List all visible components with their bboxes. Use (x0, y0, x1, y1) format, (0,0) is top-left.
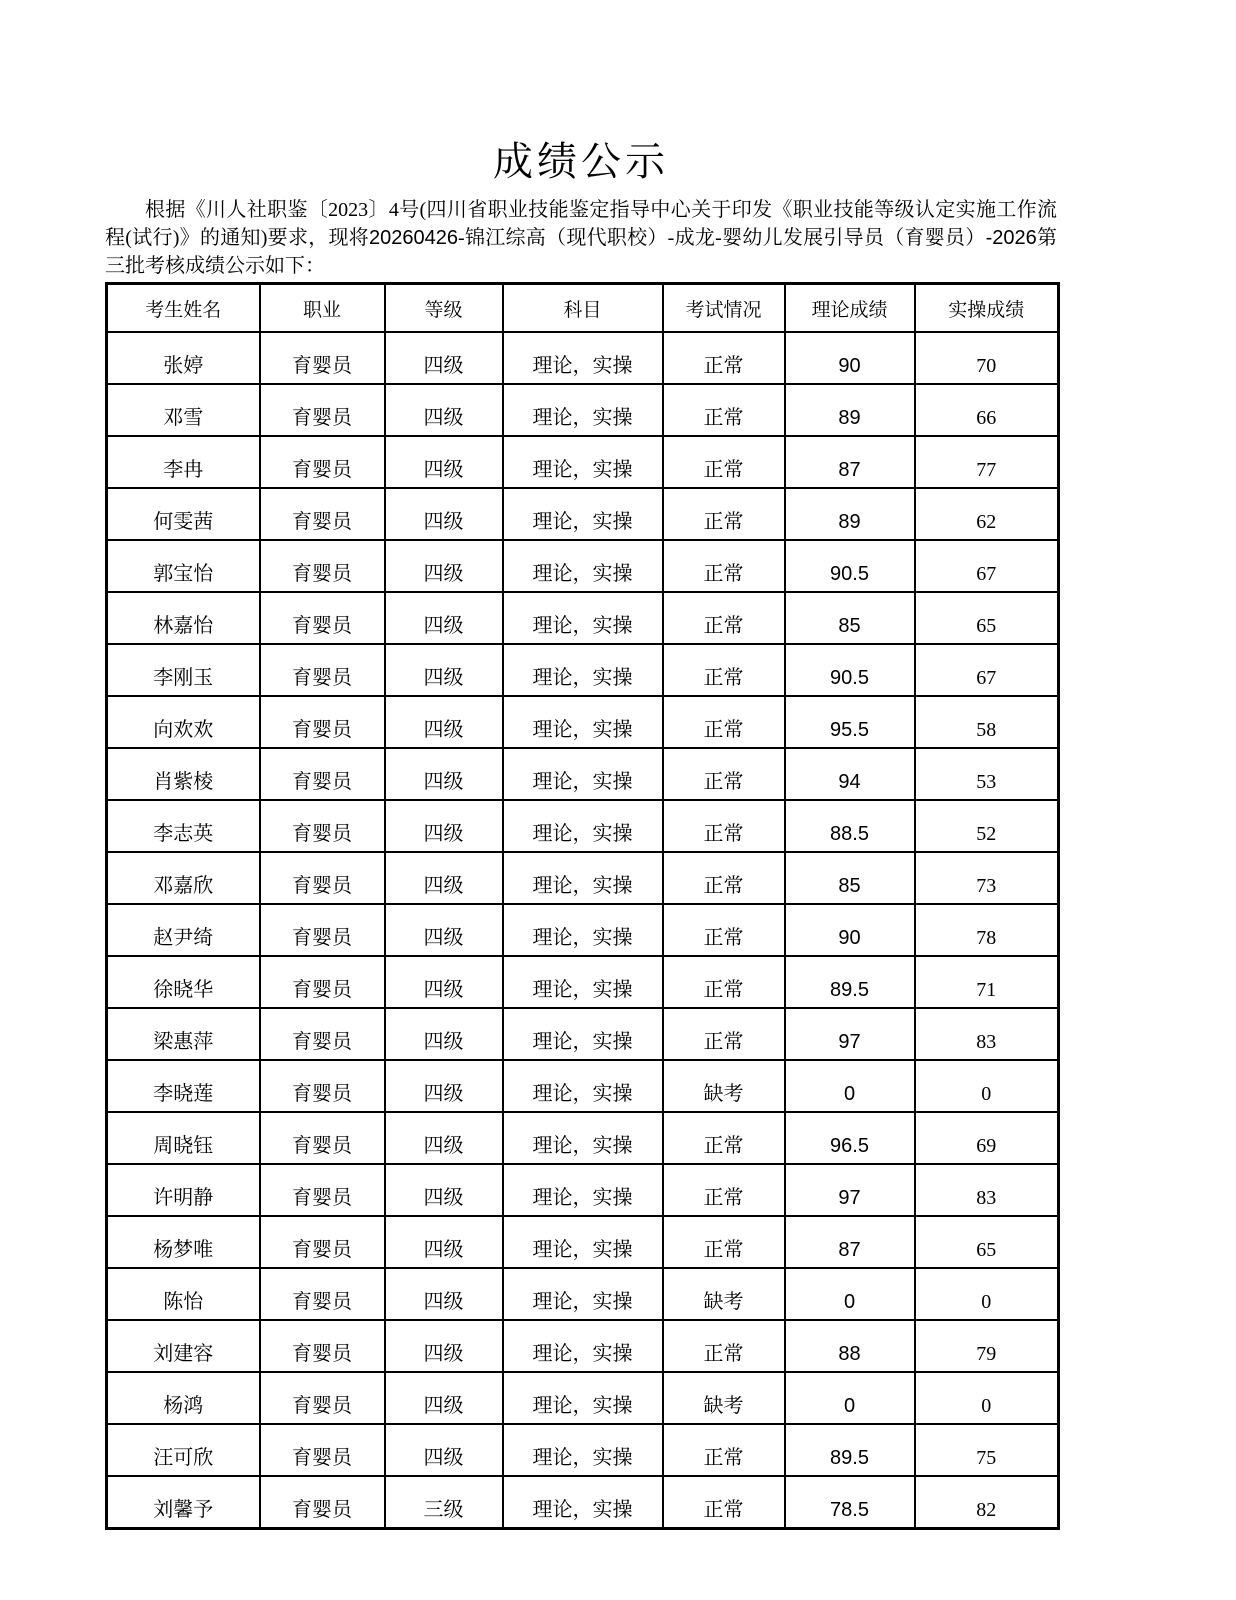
cell-status: 正常 (663, 1008, 785, 1060)
table-row (107, 1164, 1059, 1216)
cell-occupation: 育婴员 (260, 1008, 385, 1060)
cell-practical: 67 (915, 540, 1059, 592)
cell-subjects: 理论，实操 (503, 852, 663, 904)
cell-name: 梁惠萍 (107, 1008, 260, 1060)
cell-subjects: 理论，实操 (503, 1216, 663, 1268)
cell-level: 四级 (385, 748, 503, 800)
cell-name: 刘馨予 (107, 1476, 260, 1529)
cell-name: 李刚玉 (107, 644, 260, 696)
cell-occupation: 育婴员 (260, 1060, 385, 1112)
cell-theory: 0 (785, 1372, 915, 1424)
cell-theory: 89.5 (785, 956, 915, 1008)
column-header-name: 考生姓名 (107, 284, 260, 333)
cell-level: 四级 (385, 488, 503, 540)
cell-level: 四级 (385, 904, 503, 956)
table-row (107, 1060, 1059, 1112)
cell-level: 四级 (385, 1060, 503, 1112)
document-content (105, 0, 1057, 1530)
cell-practical: 78 (915, 904, 1059, 956)
cell-level: 四级 (385, 332, 503, 384)
cell-name: 李晓莲 (107, 1060, 260, 1112)
cell-occupation: 育婴员 (260, 1372, 385, 1424)
cell-level: 四级 (385, 1112, 503, 1164)
column-header-status: 考试情况 (663, 284, 785, 333)
cell-occupation: 育婴员 (260, 1268, 385, 1320)
cell-occupation: 育婴员 (260, 488, 385, 540)
cell-name: 杨梦唯 (107, 1216, 260, 1268)
cell-subjects: 理论，实操 (503, 644, 663, 696)
column-header-theory: 理论成绩 (785, 284, 915, 333)
cell-theory: 90.5 (785, 644, 915, 696)
table-row (107, 384, 1059, 436)
cell-subjects: 理论，实操 (503, 800, 663, 852)
cell-status: 正常 (663, 1424, 785, 1476)
cell-theory: 95.5 (785, 696, 915, 748)
table-row (107, 436, 1059, 488)
cell-practical: 65 (915, 1216, 1059, 1268)
intro-segment: 第三批考核成绩公示如下： (105, 227, 1058, 277)
cell-level: 四级 (385, 800, 503, 852)
cell-practical: 65 (915, 592, 1059, 644)
cell-status: 正常 (663, 852, 785, 904)
cell-name: 邓嘉欣 (107, 852, 260, 904)
cell-name: 许明静 (107, 1164, 260, 1216)
cell-level: 四级 (385, 1268, 503, 1320)
cell-subjects: 理论，实操 (503, 1424, 663, 1476)
cell-subjects: 理论，实操 (503, 1372, 663, 1424)
cell-status: 正常 (663, 1320, 785, 1372)
cell-practical: 62 (915, 488, 1059, 540)
cell-level: 四级 (385, 1008, 503, 1060)
cell-level: 四级 (385, 592, 503, 644)
cell-theory: 90 (785, 904, 915, 956)
table-row (107, 1424, 1059, 1476)
cell-practical: 70 (915, 332, 1059, 384)
cell-practical: 77 (915, 436, 1059, 488)
cell-status: 正常 (663, 488, 785, 540)
table-row (107, 644, 1059, 696)
cell-name: 陈怡 (107, 1268, 260, 1320)
cell-practical: 79 (915, 1320, 1059, 1372)
cell-level: 三级 (385, 1476, 503, 1529)
table-row (107, 696, 1059, 748)
cell-occupation: 育婴员 (260, 540, 385, 592)
cell-status: 缺考 (663, 1060, 785, 1112)
cell-theory: 88 (785, 1320, 915, 1372)
cell-level: 四级 (385, 1216, 503, 1268)
cell-name: 刘建容 (107, 1320, 260, 1372)
cell-occupation: 育婴员 (260, 384, 385, 436)
cell-status: 正常 (663, 904, 785, 956)
cell-subjects: 理论，实操 (503, 384, 663, 436)
table-row (107, 748, 1059, 800)
cell-practical: 0 (915, 1060, 1059, 1112)
cell-level: 四级 (385, 1372, 503, 1424)
cell-name: 林嘉怡 (107, 592, 260, 644)
table-row (107, 956, 1059, 1008)
cell-occupation: 育婴员 (260, 592, 385, 644)
cell-status: 正常 (663, 748, 785, 800)
cell-practical: 82 (915, 1476, 1059, 1529)
intro-segment: -锦江综高（现代职校）-成龙-婴幼儿发展引导员（育婴员） (458, 227, 986, 249)
cell-name: 李志英 (107, 800, 260, 852)
cell-occupation: 育婴员 (260, 644, 385, 696)
cell-subjects: 理论，实操 (503, 1008, 663, 1060)
cell-theory: 78.5 (785, 1476, 915, 1529)
cell-level: 四级 (385, 384, 503, 436)
cell-occupation: 育婴员 (260, 748, 385, 800)
cell-status: 缺考 (663, 1372, 785, 1424)
cell-status: 正常 (663, 800, 785, 852)
cell-status: 正常 (663, 696, 785, 748)
cell-status: 正常 (663, 540, 785, 592)
page-title: 成绩公示 (493, 139, 669, 184)
cell-status: 正常 (663, 644, 785, 696)
cell-theory: 0 (785, 1060, 915, 1112)
cell-subjects: 理论，实操 (503, 1268, 663, 1320)
table-row (107, 1268, 1059, 1320)
cell-level: 四级 (385, 540, 503, 592)
table-row (107, 1476, 1059, 1529)
cell-status: 正常 (663, 1216, 785, 1268)
cell-occupation: 育婴员 (260, 1476, 385, 1529)
cell-subjects: 理论，实操 (503, 1112, 663, 1164)
cell-status: 正常 (663, 384, 785, 436)
table-row (107, 1112, 1059, 1164)
cell-status: 正常 (663, 332, 785, 384)
table-row (107, 592, 1059, 644)
cell-theory: 97 (785, 1008, 915, 1060)
cell-level: 四级 (385, 1424, 503, 1476)
cell-name: 肖紫棱 (107, 748, 260, 800)
intro-segment: 根据《川人社职鉴〔2023〕4号(四川省职业技能鉴定指导中心关于印发《职业技能等级认定实施工作流程(试行)》的通知)要求，现将 (105, 199, 1057, 249)
cell-practical: 83 (915, 1164, 1059, 1216)
cell-theory: 90 (785, 332, 915, 384)
cell-name: 赵尹绮 (107, 904, 260, 956)
table-row (107, 1008, 1059, 1060)
cell-theory: 0 (785, 1268, 915, 1320)
cell-theory: 85 (785, 852, 915, 904)
cell-practical: 53 (915, 748, 1059, 800)
cell-subjects: 理论，实操 (503, 1060, 663, 1112)
table-row (107, 1216, 1059, 1268)
cell-occupation: 育婴员 (260, 904, 385, 956)
table-row (107, 488, 1059, 540)
cell-name: 汪可欣 (107, 1424, 260, 1476)
cell-subjects: 理论，实操 (503, 436, 663, 488)
intro-segment: 20260426 (369, 227, 459, 249)
cell-name: 周晓钰 (107, 1112, 260, 1164)
cell-name: 张婷 (107, 332, 260, 384)
table-header-row (107, 284, 1059, 333)
cell-subjects: 理论，实操 (503, 1320, 663, 1372)
table-row (107, 332, 1059, 384)
cell-subjects: 理论，实操 (503, 1476, 663, 1529)
table-row (107, 540, 1059, 592)
cell-occupation: 育婴员 (260, 1112, 385, 1164)
table-row (107, 800, 1059, 852)
cell-theory: 90.5 (785, 540, 915, 592)
cell-status: 正常 (663, 1476, 785, 1529)
table-row (107, 1372, 1059, 1424)
cell-name: 杨鸿 (107, 1372, 260, 1424)
cell-level: 四级 (385, 956, 503, 1008)
cell-practical: 71 (915, 956, 1059, 1008)
cell-subjects: 理论，实操 (503, 956, 663, 1008)
column-header-occupation: 职业 (260, 284, 385, 333)
results-table (105, 282, 1060, 1530)
cell-theory: 89 (785, 384, 915, 436)
cell-subjects: 理论，实操 (503, 488, 663, 540)
cell-theory: 88.5 (785, 800, 915, 852)
cell-name: 何雯茜 (107, 488, 260, 540)
cell-practical: 73 (915, 852, 1059, 904)
intro-paragraph (105, 196, 1057, 280)
cell-level: 四级 (385, 852, 503, 904)
cell-subjects: 理论，实操 (503, 748, 663, 800)
cell-occupation: 育婴员 (260, 332, 385, 384)
cell-theory: 87 (785, 436, 915, 488)
cell-occupation: 育婴员 (260, 1164, 385, 1216)
cell-subjects: 理论，实操 (503, 332, 663, 384)
cell-level: 四级 (385, 436, 503, 488)
cell-theory: 89 (785, 488, 915, 540)
cell-occupation: 育婴员 (260, 1320, 385, 1372)
cell-name: 郭宝怡 (107, 540, 260, 592)
column-header-practical: 实操成绩 (915, 284, 1059, 333)
cell-theory: 87 (785, 1216, 915, 1268)
cell-practical: 67 (915, 644, 1059, 696)
table-row (107, 1320, 1059, 1372)
cell-level: 四级 (385, 1164, 503, 1216)
cell-subjects: 理论，实操 (503, 592, 663, 644)
cell-status: 正常 (663, 956, 785, 1008)
cell-occupation: 育婴员 (260, 800, 385, 852)
cell-occupation: 育婴员 (260, 852, 385, 904)
cell-practical: 52 (915, 800, 1059, 852)
column-header-subjects: 科目 (503, 284, 663, 333)
cell-status: 正常 (663, 592, 785, 644)
cell-level: 四级 (385, 644, 503, 696)
cell-status: 正常 (663, 1164, 785, 1216)
cell-status: 正常 (663, 436, 785, 488)
column-header-level: 等级 (385, 284, 503, 333)
cell-practical: 69 (915, 1112, 1059, 1164)
cell-theory: 96.5 (785, 1112, 915, 1164)
cell-subjects: 理论，实操 (503, 696, 663, 748)
cell-occupation: 育婴员 (260, 436, 385, 488)
cell-name: 向欢欢 (107, 696, 260, 748)
cell-name: 徐晓华 (107, 956, 260, 1008)
cell-theory: 85 (785, 592, 915, 644)
cell-practical: 75 (915, 1424, 1059, 1476)
intro-segment: -2026 (985, 227, 1037, 249)
cell-occupation: 育婴员 (260, 696, 385, 748)
cell-level: 四级 (385, 1320, 503, 1372)
table-row (107, 852, 1059, 904)
cell-occupation: 育婴员 (260, 1216, 385, 1268)
cell-practical: 58 (915, 696, 1059, 748)
table-row (107, 904, 1059, 956)
cell-status: 正常 (663, 1112, 785, 1164)
cell-theory: 94 (785, 748, 915, 800)
cell-practical: 0 (915, 1372, 1059, 1424)
cell-practical: 83 (915, 1008, 1059, 1060)
cell-practical: 0 (915, 1268, 1059, 1320)
cell-occupation: 育婴员 (260, 956, 385, 1008)
cell-subjects: 理论，实操 (503, 540, 663, 592)
cell-theory: 89.5 (785, 1424, 915, 1476)
cell-practical: 66 (915, 384, 1059, 436)
cell-theory: 97 (785, 1164, 915, 1216)
cell-subjects: 理论，实操 (503, 904, 663, 956)
cell-subjects: 理论，实操 (503, 1164, 663, 1216)
cell-name: 邓雪 (107, 384, 260, 436)
cell-status: 缺考 (663, 1268, 785, 1320)
table-body (107, 332, 1059, 1529)
cell-occupation: 育婴员 (260, 1424, 385, 1476)
cell-name: 李冉 (107, 436, 260, 488)
cell-level: 四级 (385, 696, 503, 748)
